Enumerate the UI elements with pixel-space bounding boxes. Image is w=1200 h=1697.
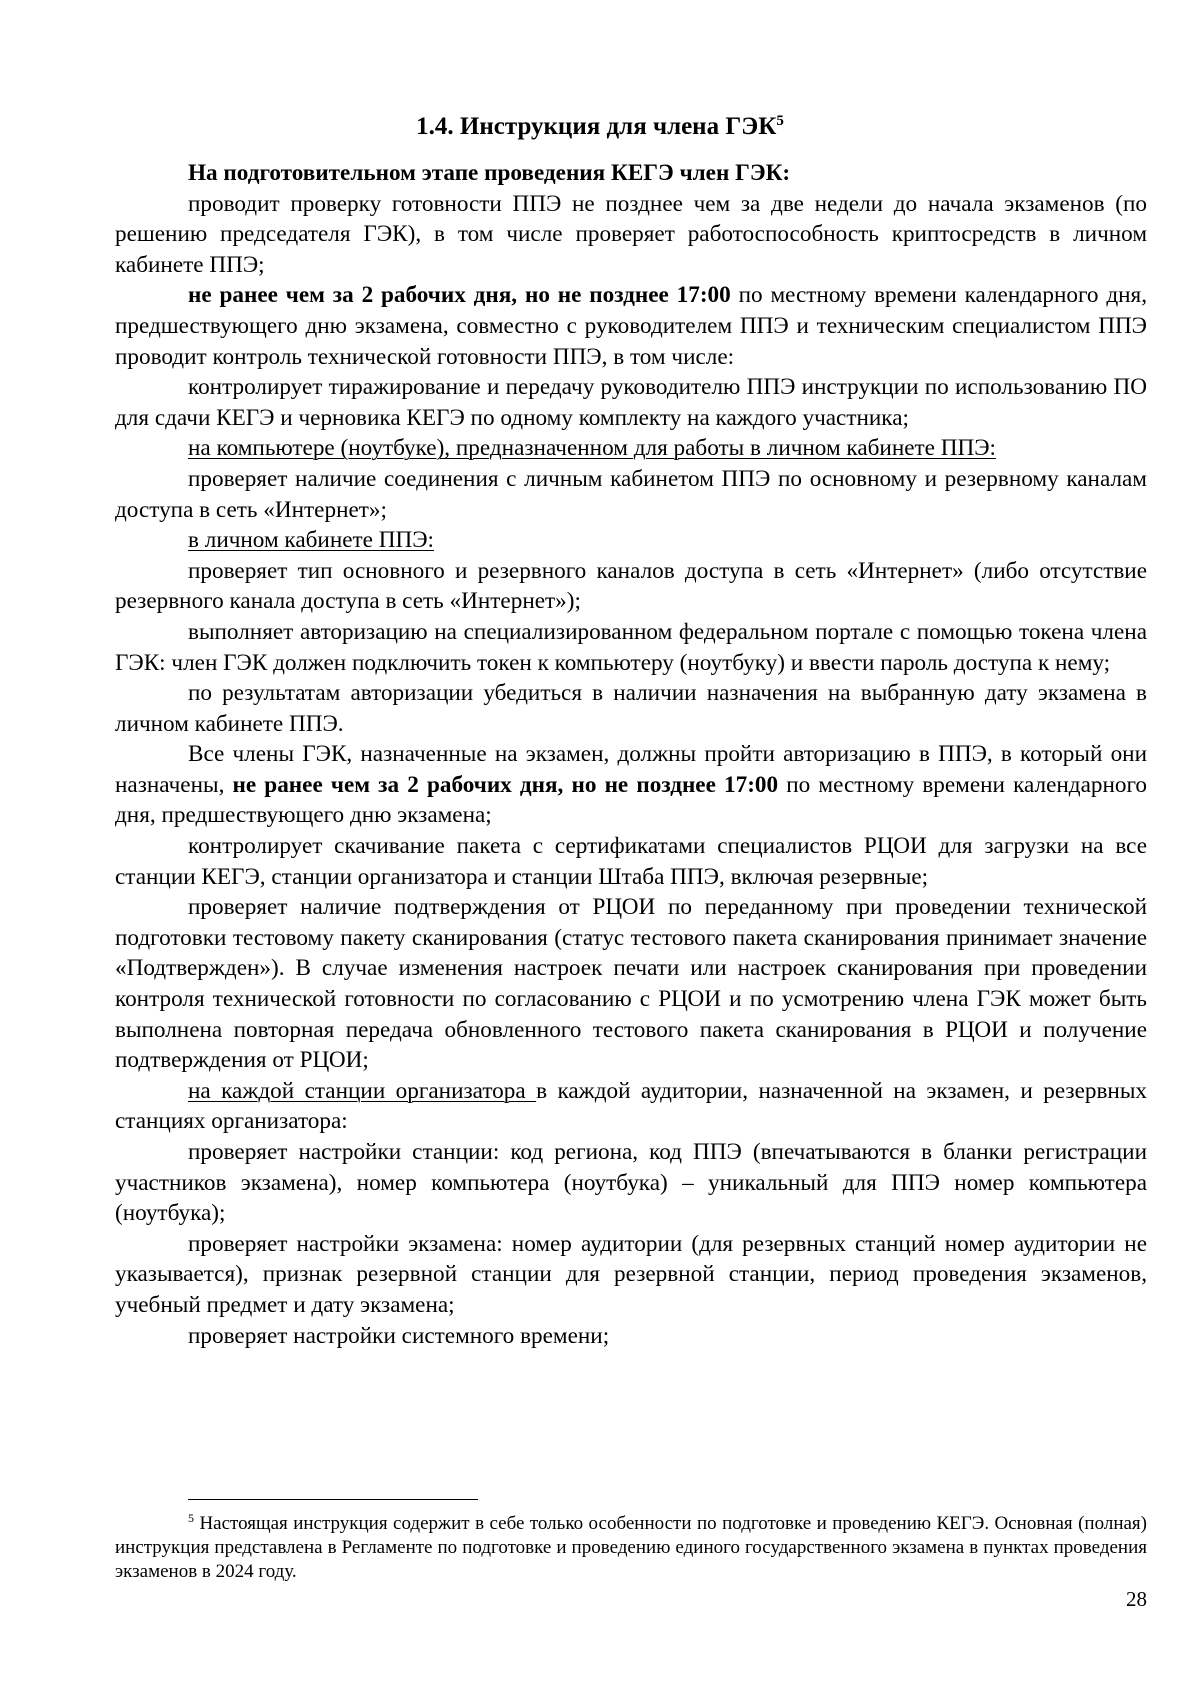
paragraph: проверяет тип основного и резервного каналов доступа в сеть «Интернет» (либо отсутствие резервного канала доступа в сеть «Интернет»);: [115, 557, 1147, 615]
paragraph-text: Все члены ГЭК, назначенные на экзамен, должны пройти авторизацию в ППЭ, в который они назначены,: [115, 741, 1147, 798]
footnote: [115, 1512, 1147, 1584]
paragraph: [115, 739, 1147, 831]
underlined-heading: в личном кабинете ППЭ:: [188, 527, 434, 554]
subsection-heading-computer: [115, 433, 1147, 464]
paragraph: проверяет настройки системного времени;: [188, 1322, 610, 1349]
paragraph: выполняет авторизацию на специализированном федеральном портале с помощью токена члена ГЭК: член ГЭК должен подключить токен к компьютеру (ноутбуку) и ввести пароль доступа к нему;: [115, 618, 1147, 676]
paragraph: проверяет настройки экзамена: номер аудитории (для резервных станций номер аудитории не указывается), признак резервной станции для резервной станции, период проведения экзаменов, учебный предмет и дату экзамена;: [115, 1230, 1147, 1318]
paragraph-text: в каждой аудитории, назначенной на экзамен, и резервных станциях организатора:: [115, 1077, 1147, 1135]
paragraph-text: по местному времени календарного дня, предшествующего дню экзамена;: [115, 771, 1147, 829]
paragraph-intro-heading: На подготовительном этапе проведения КЕГЭ член ГЭК:: [188, 160, 791, 186]
page-number: 28: [1126, 1587, 1147, 1611]
section-title-text: 1.4. Инструкция для члена ГЭК: [416, 113, 777, 140]
paragraph: проверяет наличие подтверждения от РЦОИ по переданному при проведении технической подготовки тестовому пакету сканирования (статус тестового пакета сканирования принимает значение «Подтвержден»). В случае изменения настроек печати или настроек сканирования при проведении контроля технической готовности по согласованию с РЦОИ и по усмотрению члена ГЭК может быть выполнена повторная передача обновленного тестового пакета сканирования в РЦОИ и получение подтверждения от РЦОИ;: [115, 894, 1147, 1074]
paragraph: проверяет настройки станции: код региона, код ППЭ (впечатываются в бланки регистрации участников экзамена), номер компьютера (ноутбука) – уникальный для ППЭ номер компьютера (ноутбука);: [115, 1139, 1147, 1227]
paragraph: по результатам авторизации убедиться в наличии назначения на выбранную дату экзамена в личном кабинете ППЭ.: [115, 680, 1147, 737]
footnote-text: Настоящая инструкция содержит в себе только особенности по подготовке и проведению КЕГЭ. Основная (полная) инструкция представлена в Регламенте по подготовке и проведению единого государственного экзамена в пунктах проведения экзаменов в 2024 году.: [115, 1513, 1147, 1582]
footnote-separator: [188, 1499, 478, 1500]
paragraph-text: по местному времени календарного дня, предшествующего дню экзамена, совместно с руководителем ППЭ и техническим специалистом ППЭ проводит контроль технической готовности ППЭ, в том числе:: [115, 282, 1147, 370]
paragraph: [115, 280, 1147, 372]
paragraph: проводит проверку готовности ППЭ не позднее чем за две недели до начала экзаменов (по решению председателя ГЭК), в том числе проверяет работоспособность криптосредств в личном кабинете ППЭ;: [115, 190, 1147, 278]
underlined-heading: на компьютере (ноутбуке), предназначенном для работы в личном кабинете ППЭ:: [188, 435, 997, 462]
document-body: [115, 158, 1147, 1351]
section-title: [0, 113, 1200, 141]
paragraph: [115, 1076, 1147, 1137]
paragraph: контролирует скачивание пакета с сертификатами специалистов РЦОИ для загрузки на все станции КЕГЭ, станции организатора и станции Штаба ППЭ, включая резервные;: [115, 833, 1147, 890]
deadline-emphasis: не ранее чем за 2 рабочих дня, но не позднее 17:00: [188, 282, 731, 309]
underlined-heading: на каждой станции организатора: [188, 1077, 537, 1104]
paragraph: проверяет наличие соединения с личным кабинетом ППЭ по основному и резервному каналам доступа в сеть «Интернет»;: [115, 465, 1147, 523]
footnote-marker: 5: [188, 1511, 194, 1525]
subsection-heading-cabinet: [115, 525, 1147, 556]
paragraph: контролирует тиражирование и передачу руководителю ППЭ инструкции по использованию ПО для сдачи КЕГЭ и черновика КЕГЭ по одному комплекту на каждого участника;: [115, 374, 1147, 431]
footnote-reference: 5: [776, 113, 784, 129]
deadline-emphasis: не ранее чем за 2 рабочих дня, но не позднее 17:00: [232, 771, 779, 798]
